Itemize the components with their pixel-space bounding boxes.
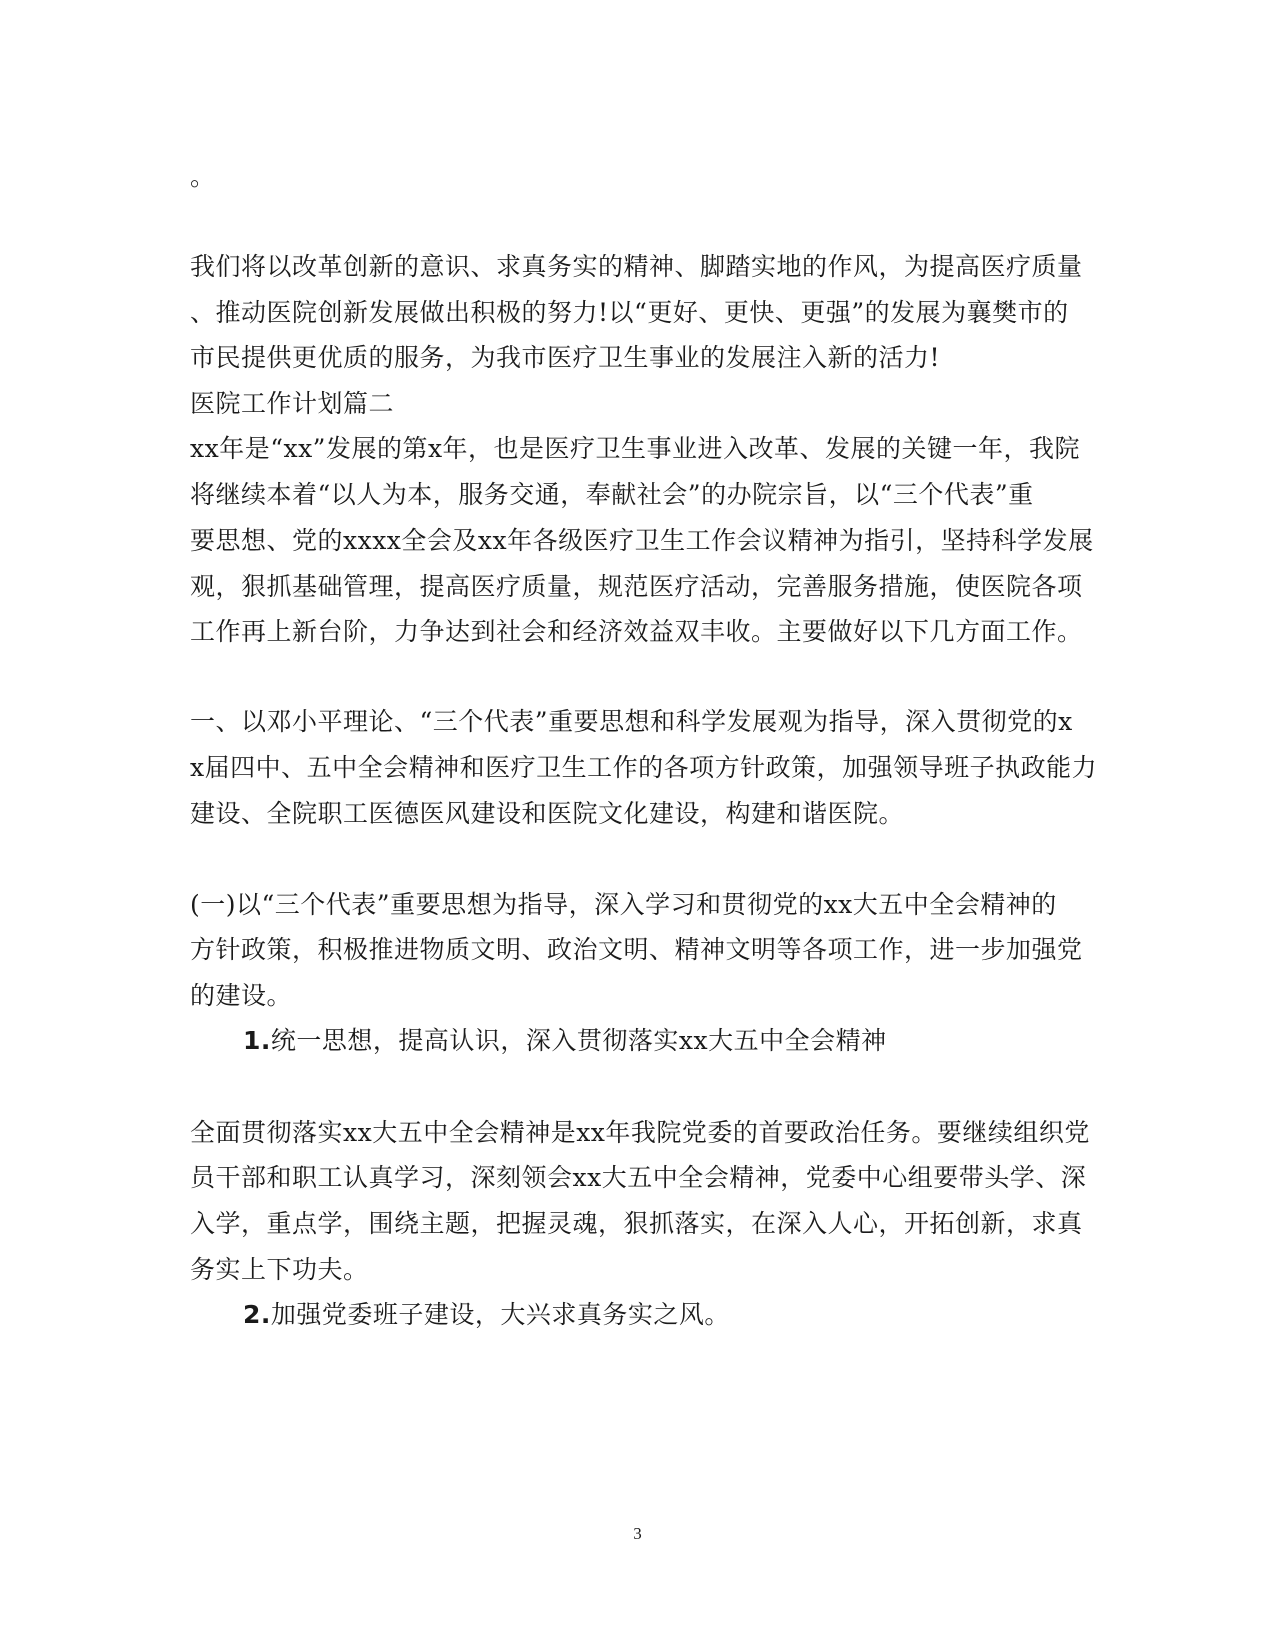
text-line: 。 [190, 162, 216, 191]
text-line: 员干部和职工认真学习，深刻领会xx大五中全会精神，党委中心组要带头学、深 [190, 1163, 1087, 1192]
text-line: 市民提供更优质的服务，为我市医疗卫生事业的发展注入新的活力! [190, 343, 941, 372]
list-item [243, 1026, 1143, 1056]
text-line: (一)以“三个代表”重要思想为指导，深入学习和贯彻党的xx大五中全会精神的 [190, 890, 1057, 919]
text-line: 将继续本着“以人为本，服务交通，奉献社会”的办院宗旨，以“三个代表”重 [190, 480, 1034, 509]
text-line: 、推动医院创新发展做出积极的努力!以“更好、更快、更强”的发展为襄樊市的 [190, 298, 1069, 327]
text-line: 我们将以改革创新的意识、求真务实的精神、脚踏实地的作风，为提高医疗质量 [190, 252, 1083, 281]
text-line: 的建设。 [190, 981, 293, 1010]
list-item-text: 统一思想，提高认识，深入贯彻落实xx大五中全会精神 [270, 1026, 887, 1055]
text-line: 务实上下功夫。 [190, 1255, 369, 1284]
section-heading: 医院工作计划篇二 [190, 389, 395, 418]
text-line: xx年是“xx”发展的第x年，也是医疗卫生事业进入改革、发展的关键一年，我院 [190, 434, 1081, 463]
text-line: 要思想、党的xxxx全会及xx年各级医疗卫生工作会议精神为指引，坚持科学发展 [190, 526, 1094, 555]
list-number: 2. [243, 1300, 271, 1329]
list-item [243, 1300, 1143, 1330]
text-line: 方针政策，积极推进物质文明、政治文明、精神文明等各项工作，进一步加强党 [190, 935, 1083, 964]
text-line: 建设、全院职工医德医风建设和医院文化建设，构建和谐医院。 [190, 799, 905, 828]
text-line: x届四中、五中全会精神和医疗卫生工作的各项方针政策，加强领导班子执政能力 [190, 753, 1098, 782]
text-line: 一、以邓小平理论、“三个代表”重要思想和科学发展观为指导，深入贯彻党的x [190, 707, 1073, 736]
text-line: 入学，重点学，围绕主题，把握灵魂，狠抓落实，在深入人心，开拓创新，求真 [190, 1209, 1083, 1238]
list-item-text: 加强党委班子建设，大兴求真务实之风。 [270, 1300, 730, 1329]
text-line: 观，狠抓基础管理，提高医疗质量，规范医疗活动，完善服务措施，使医院各项 [190, 572, 1083, 601]
list-number: 1. [243, 1026, 271, 1055]
page-number: 3 [633, 1524, 642, 1543]
text-line: 工作再上新台阶，力争达到社会和经济效益双丰收。主要做好以下几方面工作。 [190, 617, 1083, 646]
text-line: 全面贯彻落实xx大五中全会精神是xx年我院党委的首要政治任务。要继续组织党 [190, 1118, 1090, 1147]
